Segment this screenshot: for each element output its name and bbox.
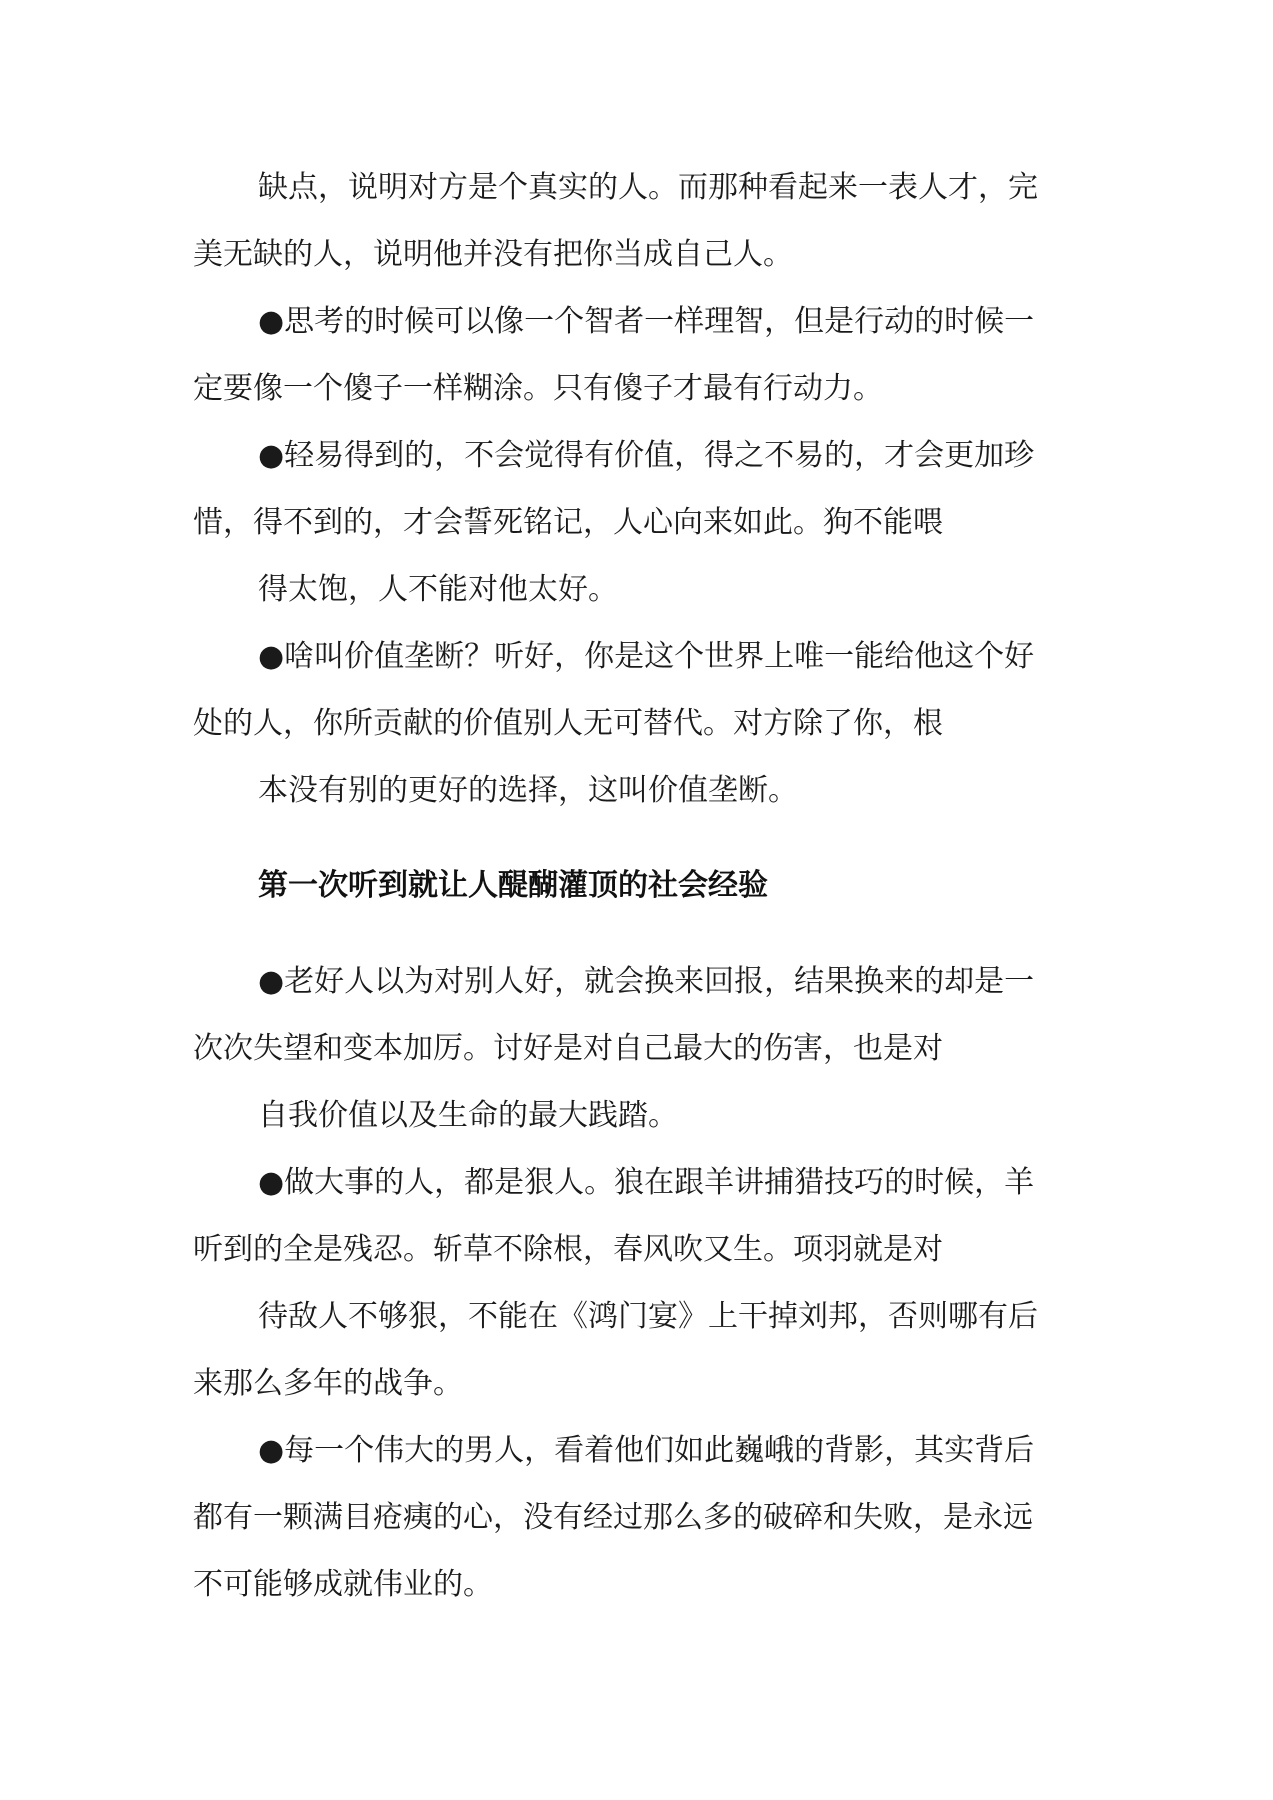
text-line: 听到的全是残忍。斩草不除根，春风吹又生。项羽就是对 [193,1232,943,1267]
text-line: 缺点，说明对方是个真实的人。而那种看起来一表人才，完 [258,170,1038,205]
text-line: 本没有别的更好的选择，这叫价值垄断。 [258,773,798,808]
text-line: 惜，得不到的，才会誓死铭记，人心向来如此。狗不能喂 [193,505,943,540]
text-line: ●做大事的人，都是狠人。狼在跟羊讲捕猎技巧的时候，羊 [258,1165,1035,1200]
text-line: 得太饱，人不能对他太好。 [258,572,618,607]
text-line: 来那么多年的战争。 [193,1366,463,1401]
text-line: 次次失望和变本加厉。讨好是对自己最大的伤害，也是对 [193,1031,943,1066]
text-line: ●思考的时候可以像一个智者一样理智，但是行动的时候一 [258,304,1035,339]
text-line: ●每一个伟大的男人，看着他们如此巍峨的背影，其实背后 [258,1433,1035,1468]
section-heading: 第一次听到就让人醍醐灌顶的社会经验 [258,868,768,903]
text-line: 都有一颗满目疮痍的心，没有经过那么多的破碎和失败，是永远 [193,1500,1033,1535]
text-line: ●啥叫价值垄断？听好，你是这个世界上唯一能给他这个好 [258,639,1035,674]
text-line: ●轻易得到的，不会觉得有价值，得之不易的，才会更加珍 [258,438,1035,473]
text-line: 待敌人不够狠，不能在《鸿门宴》上干掉刘邦，否则哪有后 [258,1299,1038,1334]
text-line: 不可能够成就伟业的。 [193,1567,493,1602]
text-line: 美无缺的人，说明他并没有把你当成自己人。 [193,237,793,272]
text-line: 自我价值以及生命的最大践踏。 [258,1098,678,1133]
text-line: 处的人，你所贡献的价值别人无可替代。对方除了你，根 [193,706,943,741]
text-line: ●老好人以为对别人好，就会换来回报，结果换来的却是一 [258,964,1035,999]
text-line: 定要像一个傻子一样糊涂。只有傻子才最有行动力。 [193,371,883,406]
